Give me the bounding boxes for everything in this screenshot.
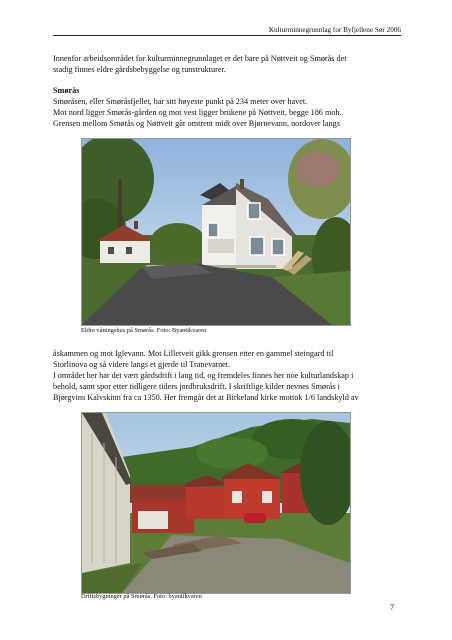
running-header: Kulturminnegrunnlag for Byfjellene Sør 2006 [53, 26, 401, 36]
intro-line: stadig finnes eldre gårdsbebyggelse og tunstrukturer. [53, 64, 226, 74]
farmhouse-photo [81, 138, 351, 326]
continuation-line: Storlinova og så videre langs et gjerde til Tranevatnet. [53, 359, 231, 369]
continuation-line: åskammen og mot Iglevann. Mot Lilletveit gikk grensen etter en gammel steingard til [53, 349, 334, 358]
intro-paragraph [53, 54, 405, 76]
section-heading: Smørås [53, 86, 80, 95]
continuation-line: Bjørgvins Kalvskinn fra ca 1350. Her fremgår det at Birkeland kirke mottok 1/6 landskyld av [53, 392, 359, 402]
page-number: 7 [390, 603, 395, 612]
photo-caption: Eldre våningshus på Smørås. Foto: Byantikvaren [81, 327, 207, 334]
section-paragraph [53, 97, 405, 130]
farm-buildings-photo [81, 412, 351, 594]
continuation-line: behold, samt spor etter tidligere tiders jordbruksdrift. I skriftlige kilder nevnes Smørås i [53, 381, 340, 391]
section-line: Smøråsen, eller Smøråsfjellet, har sitt høyeste punkt på 234 meter over havet. [53, 97, 308, 106]
section-line: Grensen mellom Smørås og Nøttveit går omtrent midt over Bjørnevann, nordover langs [53, 118, 340, 128]
section-line: Mot nord ligger Smørås-gården og mot vest ligger brukene på Nøttveit, begge 186 moh. [53, 107, 342, 117]
continuation-line: I området her har det vært gårdsdrift i lang tid, og fremdeles finnes her noe kulturlandskap i [53, 370, 354, 380]
continuation-paragraph [53, 349, 405, 404]
intro-line: Innenfor arbeidsområdet for kulturminnegrunnlaget er det bare på Nøttveit og Smørås det [53, 54, 347, 63]
photo-caption: Driftsbygninger på Smørås. Foto: byantikvaren [81, 593, 202, 600]
